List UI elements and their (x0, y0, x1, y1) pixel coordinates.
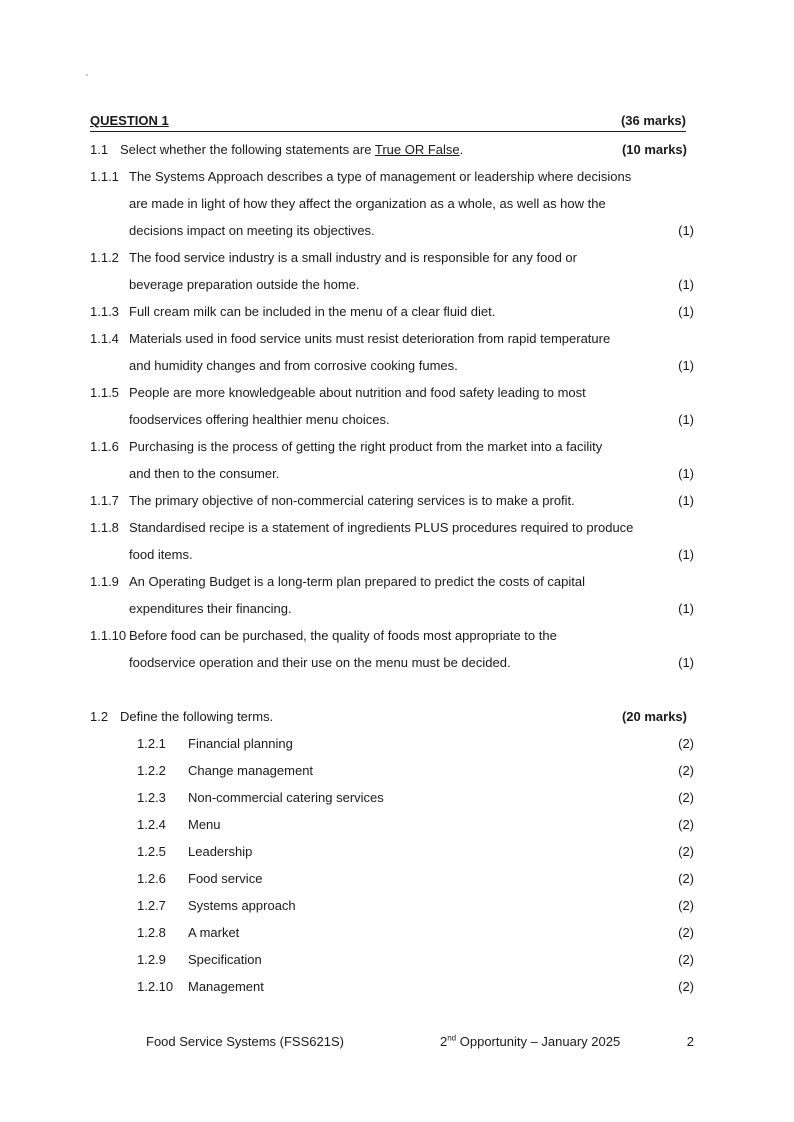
definition-item (90, 757, 694, 784)
scan-speck (86, 74, 88, 76)
statement-text: Purchasing is the process of getting the right product from the market into a facility (129, 439, 603, 454)
statement-marks: (1) (678, 304, 694, 319)
statement-line (90, 406, 694, 433)
term-text: Financial planning (188, 736, 293, 751)
term-marks: (2) (678, 736, 694, 751)
statement-line (90, 433, 694, 460)
statement-line (90, 514, 694, 541)
instruction-end: . (459, 142, 464, 157)
term-text: Specification (188, 952, 262, 967)
opportunity-number: 2 (440, 1034, 448, 1049)
statement-line (90, 649, 694, 676)
instruction-text: Select whether the following statements are (120, 142, 375, 157)
definition-item (90, 919, 694, 946)
statement-text: foodservice operation and their use on the menu must be decided. (129, 655, 511, 670)
statement-marks: (1) (678, 466, 694, 481)
statement-text: The food service industry is a small industry and is responsible for any food or (129, 250, 577, 265)
statement-marks: (1) (678, 412, 694, 427)
term-text: Food service (188, 871, 263, 886)
statement-text: beverage preparation outside the home. (129, 277, 360, 292)
instruction-underlined: True OR False (374, 142, 460, 157)
page-footer (146, 1033, 694, 1051)
term-number: 1.2.6 (137, 871, 166, 886)
definition-item (90, 730, 694, 757)
section-instruction: Define the following terms. (120, 709, 274, 724)
statement-text: People are more knowledgeable about nutrition and food safety leading to most (129, 385, 586, 400)
term-number: 1.2.1 (137, 736, 166, 751)
term-marks: (2) (678, 979, 694, 994)
term-marks: (2) (678, 844, 694, 859)
statement-text: The primary objective of non-commercial catering services is to make a profit. (129, 493, 575, 508)
footer-opportunity (440, 1033, 620, 1051)
statement-number: 1.1.7 (90, 493, 119, 508)
statement-line (90, 217, 694, 244)
term-number: 1.2.7 (137, 898, 166, 913)
statement-line (90, 541, 694, 568)
statement-line (90, 568, 694, 595)
statement-text: food items. (129, 547, 193, 562)
statement-line (90, 325, 694, 352)
statement-number: 1.1.1 (90, 169, 119, 184)
statement-text: and then to the consumer. (129, 466, 280, 481)
opportunity-text: Opportunity – January 2025 (456, 1034, 621, 1049)
term-marks: (2) (678, 925, 694, 940)
question-body (90, 136, 694, 1000)
definition-item (90, 865, 694, 892)
term-marks: (2) (678, 817, 694, 832)
statement-number: 1.1.2 (90, 250, 119, 265)
term-number: 1.2.8 (137, 925, 166, 940)
statement-number: 1.1.3 (90, 304, 119, 319)
term-marks: (2) (678, 871, 694, 886)
term-text: Non-commercial catering services (188, 790, 384, 805)
statement-number: 1.1.6 (90, 439, 119, 454)
term-marks: (2) (678, 952, 694, 967)
statement-number: 1.1.4 (90, 331, 119, 346)
statement-marks: (1) (678, 223, 694, 238)
section-number: 1.2 (90, 709, 109, 724)
term-number: 1.2.5 (137, 844, 166, 859)
definition-items (90, 730, 694, 1000)
statement-line (90, 163, 694, 190)
statement-text: Full cream milk can be included in the menu of a clear fluid diet. (129, 304, 496, 319)
section-number: 1.1 (90, 142, 109, 157)
term-marks: (2) (678, 763, 694, 778)
statement-line (90, 352, 694, 379)
term-marks: (2) (678, 898, 694, 913)
definition-item (90, 892, 694, 919)
term-text: A market (188, 925, 240, 940)
statement-line (90, 595, 694, 622)
term-number: 1.2.9 (137, 952, 166, 967)
statement-marks: (1) (678, 547, 694, 562)
term-text: Systems approach (188, 898, 296, 913)
statement-line (90, 244, 694, 271)
section-marks: (20 marks) (621, 709, 687, 724)
statement-number: 1.1.10 (90, 628, 127, 643)
footer-course: Food Service Systems (FSS621S) (146, 1034, 344, 1049)
definition-item (90, 784, 694, 811)
spacer (90, 676, 694, 703)
statement-marks: (1) (678, 655, 694, 670)
question-header (90, 113, 686, 132)
statement-line (90, 190, 694, 217)
statement-marks: (1) (678, 358, 694, 373)
statement-line (90, 298, 694, 325)
statement-text: are made in light of how they affect the organization as a whole, as well as how the (129, 196, 606, 211)
true-false-items (90, 163, 694, 676)
term-marks: (2) (678, 790, 694, 805)
opportunity-suffix: nd (447, 1033, 457, 1043)
statement-text: The Systems Approach describes a type of management or leadership where decisions (129, 169, 632, 184)
statement-text: Standardised recipe is a statement of ingredients PLUS procedures required to produce (129, 520, 634, 535)
statement-number: 1.1.9 (90, 574, 119, 589)
statement-line (90, 271, 694, 298)
statement-text: decisions impact on meeting its objectives. (129, 223, 375, 238)
term-text: Management (188, 979, 264, 994)
section-marks: (10 marks) (621, 142, 687, 157)
statement-number: 1.1.5 (90, 385, 119, 400)
question-title: QUESTION 1 (90, 113, 169, 128)
definition-item (90, 946, 694, 973)
question-marks: (36 marks) (620, 113, 686, 128)
statement-marks: (1) (678, 493, 694, 508)
statement-line (90, 460, 694, 487)
statement-text: foodservices offering healthier menu choices. (129, 412, 390, 427)
statement-line (90, 622, 694, 649)
definition-item (90, 811, 694, 838)
definition-item (90, 973, 694, 1000)
statement-line (90, 379, 694, 406)
definition-item (90, 838, 694, 865)
term-number: 1.2.4 (137, 817, 166, 832)
statement-text: Materials used in food service units must resist deterioration from rapid temperature (129, 331, 611, 346)
term-number: 1.2.10 (137, 979, 174, 994)
statement-marks: (1) (678, 277, 694, 292)
term-text: Leadership (188, 844, 253, 859)
statement-line (90, 487, 694, 514)
section-instruction (120, 136, 463, 163)
statement-text: An Operating Budget is a long-term plan prepared to predict the costs of capital (129, 574, 585, 589)
term-text: Change management (188, 763, 314, 778)
term-number: 1.2.2 (137, 763, 166, 778)
section-1-1-heading (90, 136, 694, 163)
section-1-2-heading (90, 703, 694, 730)
statement-marks: (1) (678, 601, 694, 616)
statement-number: 1.1.8 (90, 520, 119, 535)
page-number: 2 (686, 1034, 694, 1049)
statement-text: expenditures their financing. (129, 601, 292, 616)
term-number: 1.2.3 (137, 790, 166, 805)
statement-text: and humidity changes and from corrosive cooking fumes. (129, 358, 458, 373)
term-text: Menu (188, 817, 221, 832)
statement-text: Before food can be purchased, the quality of foods most appropriate to the (129, 628, 557, 643)
